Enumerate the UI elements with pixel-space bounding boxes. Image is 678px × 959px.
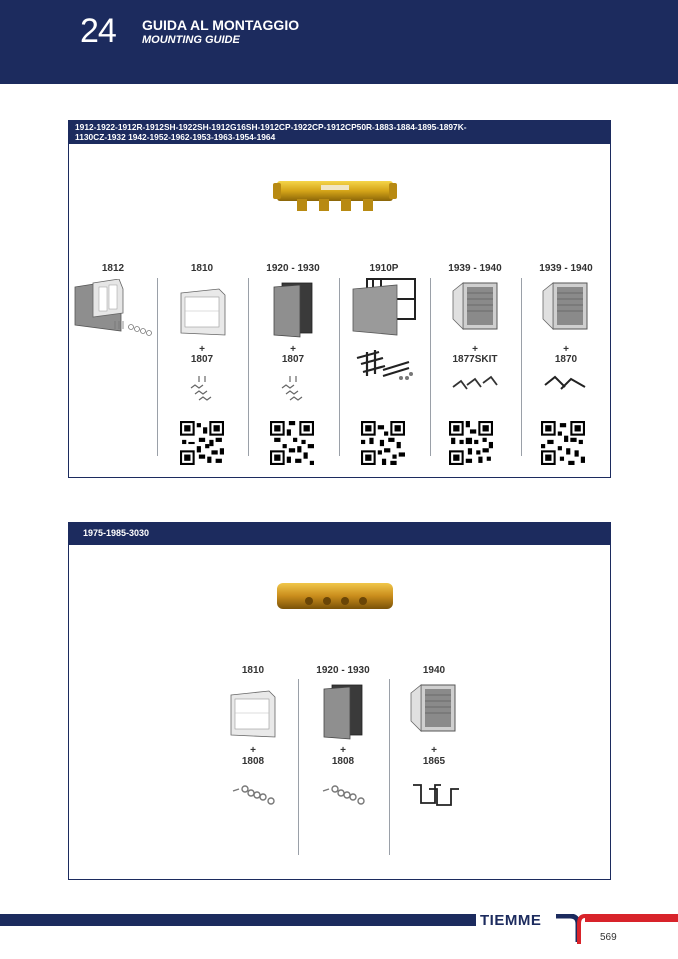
cabinet-image xyxy=(179,287,227,339)
column-divider xyxy=(389,679,390,855)
section-1 xyxy=(68,120,611,478)
brackets-image xyxy=(231,781,277,807)
accessory-label: 1807 xyxy=(190,354,214,365)
product-label: 1920 - 1930 xyxy=(316,665,370,676)
plus-sign: + xyxy=(340,745,346,756)
manifold-image xyxy=(275,579,395,615)
qr-code[interactable] xyxy=(180,421,224,465)
brackets-image xyxy=(451,373,499,395)
section-1-title-line1: 1912-1922-1912R-1912SH-1922SH-1912G16SH-1912CP-1922CP-1912CP50R-1883-1884-1895-1897K- xyxy=(75,122,467,132)
page-title: GUIDA AL MONTAGGIO xyxy=(142,17,300,33)
brackets-image xyxy=(353,348,415,384)
product-label: 1920 - 1930 xyxy=(266,263,320,274)
column-divider xyxy=(248,278,249,456)
plus-sign: + xyxy=(290,344,296,355)
plus-sign: + xyxy=(563,344,569,355)
cabinet-image xyxy=(351,277,419,339)
cabinet-image xyxy=(451,279,501,339)
brand-logo: TIEMME xyxy=(480,912,542,929)
column-divider xyxy=(157,278,158,456)
footer-hook-icon xyxy=(556,914,588,946)
plus-sign: + xyxy=(472,344,478,355)
cabinet-image xyxy=(229,689,277,741)
section-1-title xyxy=(69,121,610,144)
accessory-label: 1877SKIT xyxy=(452,354,498,365)
section-1-title-line2: 1130CZ-1932 1942-1952-1962-1953-1963-1954-1964 xyxy=(75,131,276,142)
product-label: 1910P xyxy=(369,263,399,274)
footer-accent xyxy=(585,914,678,922)
column-divider xyxy=(521,278,522,456)
product-label: 1810 xyxy=(190,263,214,274)
brackets-image xyxy=(187,374,219,404)
qr-code[interactable] xyxy=(541,421,585,465)
qr-code[interactable] xyxy=(449,421,493,465)
page-subtitle: MOUNTING GUIDE xyxy=(142,34,240,46)
cabinet-image xyxy=(541,279,591,339)
product-label: 1810 xyxy=(241,665,265,676)
accessory-label: 1865 xyxy=(422,756,446,767)
chapter-number: 24 xyxy=(80,12,116,50)
brackets-image xyxy=(543,371,589,395)
product-label: 1940 xyxy=(422,665,446,676)
section-2-title: 1975-1985-3030 xyxy=(69,523,610,545)
accessory-label: 1807 xyxy=(281,354,305,365)
accessory-label: 1808 xyxy=(241,756,265,767)
brackets-image xyxy=(409,779,461,809)
column-divider xyxy=(430,278,431,456)
product-label: 1812 xyxy=(101,263,125,274)
column-divider xyxy=(298,679,299,855)
brackets-image xyxy=(321,781,367,807)
cabinet-image xyxy=(272,281,316,339)
cabinet-image xyxy=(409,681,459,741)
manifold-image xyxy=(273,175,397,217)
cabinet-image xyxy=(73,279,157,343)
brackets-image xyxy=(278,374,310,404)
plus-sign: + xyxy=(199,344,205,355)
product-label: 1939 - 1940 xyxy=(448,263,502,274)
footer-bar xyxy=(0,914,476,926)
page-header xyxy=(0,0,678,84)
section-2 xyxy=(68,522,611,880)
plus-sign: + xyxy=(250,745,256,756)
cabinet-image xyxy=(322,683,366,741)
column-divider xyxy=(339,278,340,456)
accessory-label: 1870 xyxy=(554,354,578,365)
product-label: 1939 - 1940 xyxy=(539,263,593,274)
plus-sign: + xyxy=(431,745,437,756)
qr-code[interactable] xyxy=(270,421,314,465)
qr-code[interactable] xyxy=(361,421,405,465)
accessory-label: 1808 xyxy=(331,756,355,767)
page-number: 569 xyxy=(600,932,617,943)
